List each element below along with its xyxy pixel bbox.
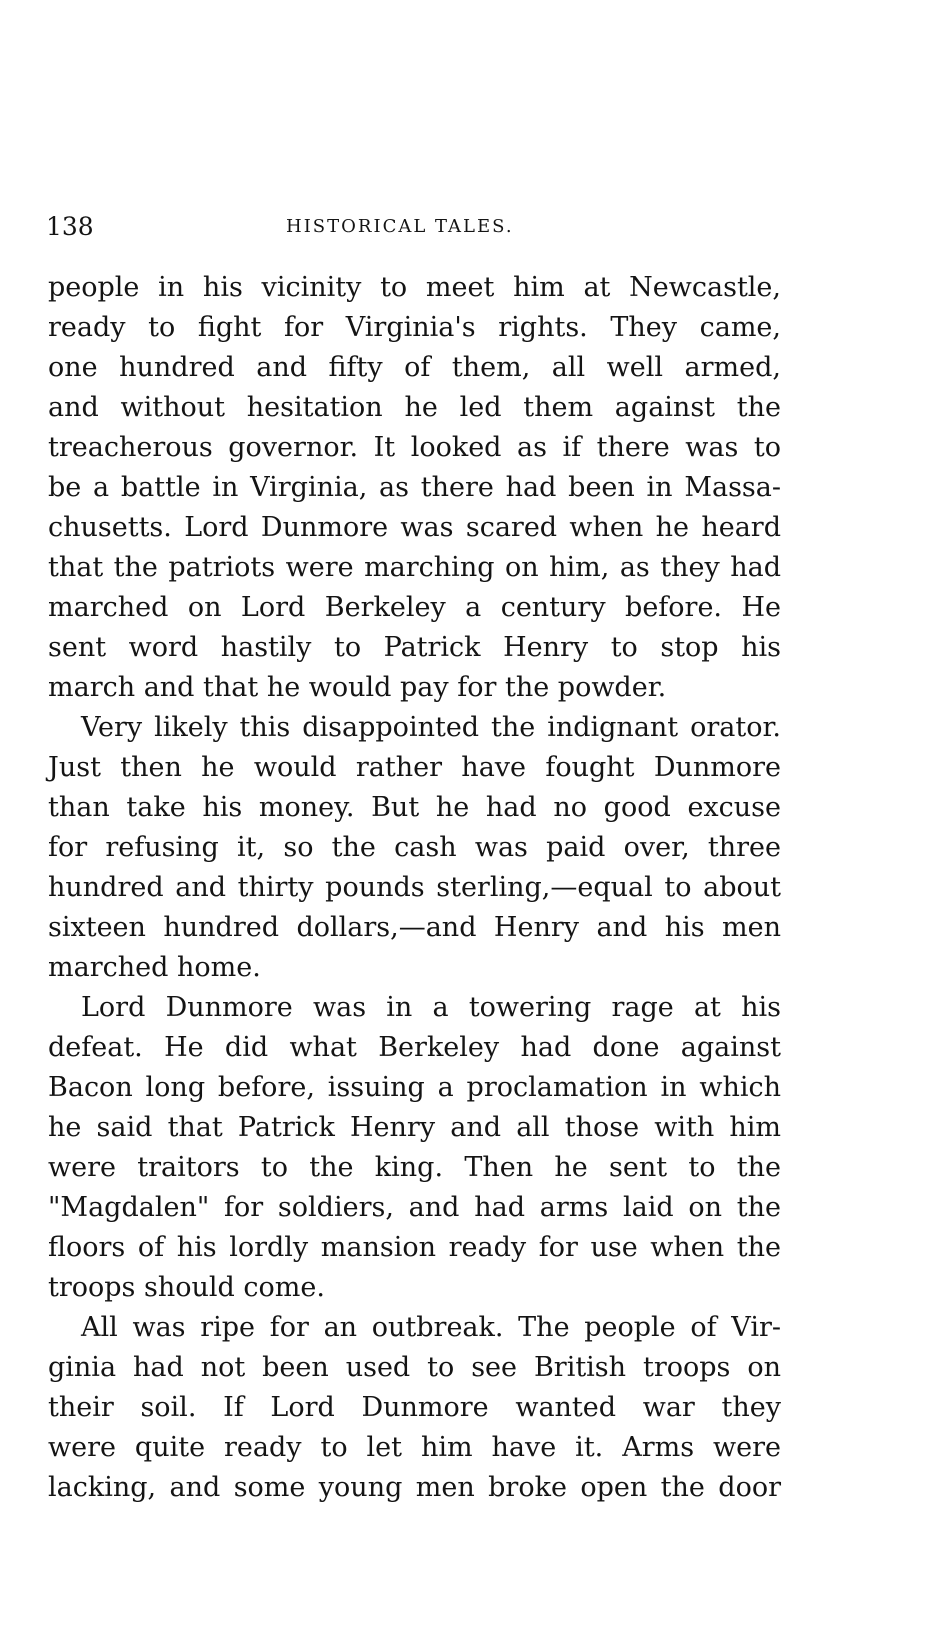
- text-line: were quite ready to let him have it. Arms were: [48, 1432, 781, 1463]
- text-line: Lord Dunmore was in a towering rage at his: [81, 992, 781, 1023]
- text-line: were traitors to the king. Then he sent to the: [48, 1152, 781, 1183]
- text-line: hundred and thirty pounds sterling,—equal to about: [48, 872, 781, 903]
- text-line: for refusing it, so the cash was paid over, three: [48, 832, 781, 863]
- text-line: troops should come.: [48, 1272, 325, 1303]
- text-line: be a battle in Virginia, as there had been in Massa-: [48, 472, 781, 503]
- text-line: ginia had not been used to see British troops on: [48, 1352, 781, 1383]
- text-line: lacking, and some young men broke open the door: [48, 1472, 781, 1503]
- text-line: sent word hastily to Patrick Henry to stop his: [48, 632, 781, 663]
- text-line: one hundred and fifty of them, all well armed,: [48, 352, 781, 383]
- text-line: people in his vicinity to meet him at Newcastle,: [48, 272, 781, 303]
- text-line: and without hesitation he led them against the: [48, 392, 781, 423]
- text-line: their soil. If Lord Dunmore wanted war they: [48, 1392, 781, 1423]
- page-number: 138: [46, 212, 94, 241]
- text-line: chusetts. Lord Dunmore was scared when he heard: [48, 512, 781, 543]
- text-line: march and that he would pay for the powder.: [48, 672, 667, 703]
- text-line: "Magdalen" for soldiers, and had arms laid on the: [48, 1192, 781, 1223]
- text-line: treacherous governor. It looked as if there was to: [48, 432, 781, 463]
- text-line: Bacon long before, issuing a proclamation in which: [48, 1072, 781, 1103]
- text-line: that the patriots were marching on him, as they had: [48, 552, 781, 583]
- text-line: Just then he would rather have fought Dunmore: [48, 752, 781, 783]
- text-line: than take his money. But he had no good excuse: [48, 792, 781, 823]
- text-line: floors of his lordly mansion ready for use when the: [48, 1232, 781, 1263]
- body-text: [48, 268, 781, 1508]
- running-head: [46, 207, 796, 247]
- text-line: sixteen hundred dollars,—and Henry and his men: [48, 912, 781, 943]
- text-line: he said that Patrick Henry and all those with him: [48, 1112, 781, 1143]
- text-line: Very likely this disappointed the indignant orator.: [81, 712, 781, 743]
- text-line: ready to fight for Virginia's rights. They came,: [48, 312, 781, 343]
- text-line: marched on Lord Berkeley a century before. He: [48, 592, 781, 623]
- text-line: defeat. He did what Berkeley had done against: [48, 1032, 781, 1063]
- text-line: All was ripe for an outbreak. The people of Vir-: [81, 1312, 781, 1343]
- running-title: HISTORICAL TALES.: [286, 216, 514, 237]
- text-line: marched home.: [48, 952, 261, 983]
